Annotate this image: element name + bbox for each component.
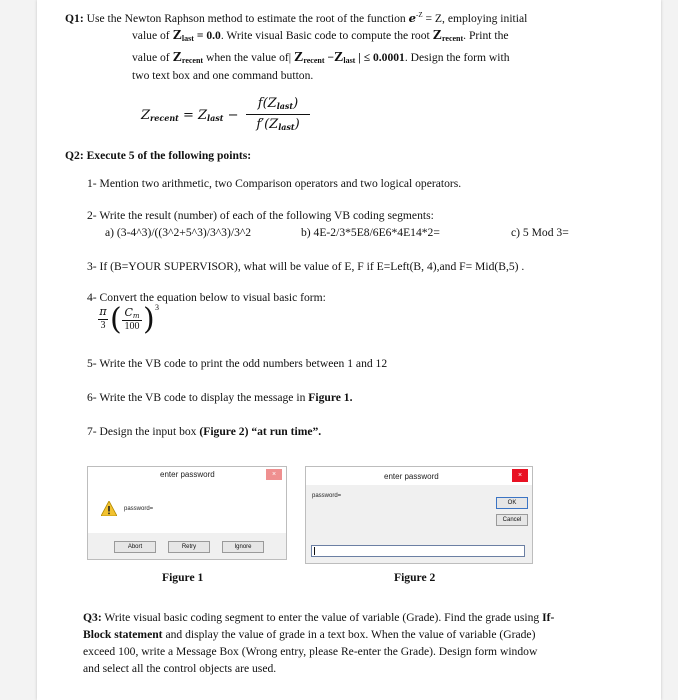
q1-line-3: value of $Z_{recent}$ when the value of| $Z_{recent} -Z_{last}$ | ≤ 0.0001. Design the form with (132, 50, 510, 65)
q2-point-2c: c) 5 Mod 3= (511, 226, 569, 239)
q2-point-7: 7- Design the input box (Figure 2) “at run time”. (87, 425, 322, 438)
figure-2-close-button[interactable]: × (512, 469, 528, 482)
figure-2-prompt: password= (312, 493, 342, 499)
q2-point-1: 1- Mention two arithmetic, two Comparison operators and two logical operators. (87, 177, 462, 190)
figure-2-text-input[interactable] (311, 545, 525, 557)
q1-line-2: value of $Z_{last} = 0.0$. Write visual Basic code to compute the root $Z_{recent}$. Print the (132, 28, 509, 43)
q2-point-3: 3- If (B=YOUR SUPERVISOR), what will be value of E, F if E=Left(B, 4),and F= Mid(B,5) . (87, 260, 525, 273)
equation-numerator: $f(Z_{last})$ (257, 96, 299, 111)
figure-1-body (88, 483, 286, 533)
q3-line-4: and select all the control objects are used. (83, 662, 277, 675)
figure-1-caption: Figure 1 (162, 571, 204, 584)
formula-left-paren: ( (110, 302, 122, 337)
figure-1-prompt: password= (124, 506, 154, 512)
document-page (37, 0, 661, 700)
text-cursor (314, 547, 315, 555)
figure-1-message-box (87, 466, 287, 560)
q2-point-2b: b) 4E-2/3*5E8/6E6*4E14*2= (301, 226, 440, 239)
formula-cm: Cm (124, 306, 140, 320)
abort-button[interactable]: Abort (114, 541, 156, 553)
ignore-button[interactable]: Ignore (222, 541, 264, 553)
q3-line-3: exceed 100, write a Message Box (Wrong entry, please Re-enter the Grade). Design form window (83, 645, 538, 658)
formula-pi: π (99, 305, 107, 318)
equation-fraction-bar (246, 114, 310, 115)
retry-button[interactable]: Retry (168, 541, 210, 553)
q2-point-5: 5- Write the VB code to print the odd numbers between 1 and 12 (87, 357, 388, 370)
q3-line-2: Block statement and display the value of grade in a text box. When the value of variable (Grade) (83, 628, 536, 641)
q1-line-1: Q1: Use the Newton Raphson method to estimate the root of the function $e^{-Z} = Z$, employing initial (65, 11, 528, 25)
q1-line-4: two text box and one command button. (132, 69, 314, 82)
q2-point-2a: a) (3-4^3)/((3^2+5^3)/3^3)/3^2 (105, 226, 252, 239)
warning-icon (101, 501, 117, 516)
figure-1-title: enter password (160, 470, 215, 479)
q2-point-2: 2- Write the result (number) of each of the following VB coding segments: (87, 209, 434, 222)
q2-heading: Q2: Execute 5 of the following points: (65, 149, 252, 162)
formula-right-paren: ) (143, 302, 155, 337)
figure-2-title: enter password (384, 472, 439, 481)
q2-point-4: 4- Convert the equation below to visual basic form: (87, 291, 326, 304)
equation-lhs: $Z_{recent} = Z_{last}$ − (141, 108, 239, 123)
figure-1-close-button[interactable]: × (266, 469, 282, 480)
figure-2-input-box (305, 466, 533, 564)
figure-2-caption: Figure 2 (394, 571, 436, 584)
q2-point-6: 6- Write the VB code to display the message in Figure 1. (87, 391, 353, 404)
equation-denominator: $f'(Z_{last})$ (256, 117, 300, 132)
formula-three: 3 (100, 320, 106, 331)
formula-hundred: 100 (124, 321, 140, 332)
cancel-button[interactable]: Cancel (496, 514, 528, 526)
formula-exponent: 3 (155, 303, 159, 312)
ok-button[interactable]: OK (496, 497, 528, 509)
q3-line-1: Q3: Write visual basic coding segment to enter the value of variable (Grade). Find the grade using If- (83, 611, 555, 624)
